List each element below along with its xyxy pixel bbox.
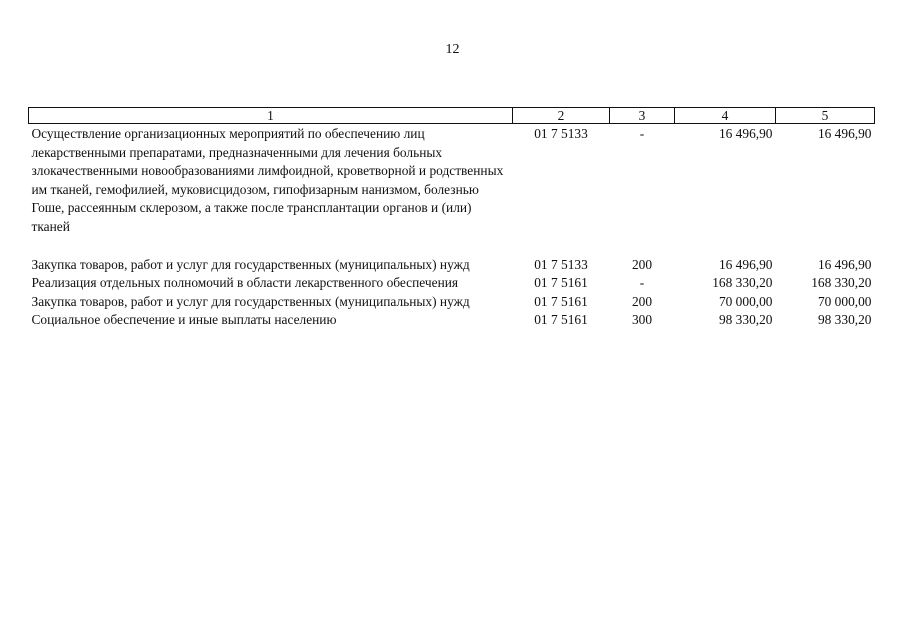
row-name: Социальное обеспечение и иные выплаты населению: [31, 312, 337, 328]
row-sum-1: 70 000,00: [718, 293, 773, 309]
budget-table: [28, 107, 875, 330]
row-code: 01 7 5161: [534, 312, 588, 328]
row-sum-2: 98 330,20: [817, 312, 872, 328]
table-row: [29, 124, 875, 237]
page-number: 12: [445, 42, 460, 57]
row-sum-1: 98 330,20: [718, 312, 773, 328]
row-sum-1: 16 496,90: [718, 256, 773, 272]
table-row: [29, 311, 875, 330]
header-col-5: 5: [776, 108, 875, 124]
row-sum-2: 16 496,90: [817, 256, 872, 272]
table-row: [29, 293, 875, 312]
row-expense-type: -: [639, 126, 645, 141]
table-row: [29, 237, 875, 275]
row-sum-1: 168 330,20: [712, 275, 773, 291]
row-sum-2: 16 496,90: [817, 126, 872, 141]
table-header-row: [29, 108, 875, 124]
row-name: Осуществление организационных мероприятий по обеспечению лиц лекарственными препаратами, предназначенными для лечения больных злокачественными новообразованиями лимфоидной, кроветворной и родственных им тканей, гемофилией, муковисцидозом, гипофизарным нанизмом, болезнью Гоше, рассеянным склерозом, а также после трансплантации органов и (или) тканей: [31, 126, 504, 234]
row-sum-1: 16 496,90: [718, 126, 773, 141]
row-code: 01 7 5161: [534, 275, 588, 291]
row-expense-type: 200: [631, 256, 653, 272]
row-expense-type: 200: [631, 293, 653, 309]
row-name: Реализация отдельных полномочий в области лекарственного обеспечения: [31, 275, 459, 291]
row-name: Закупка товаров, работ и услуг для государственных (муниципальных) нужд: [31, 293, 470, 309]
row-name: Закупка товаров, работ и услуг для государственных (муниципальных) нужд: [31, 256, 470, 272]
row-sum-2: 70 000,00: [817, 293, 872, 309]
header-col-4: 4: [675, 108, 776, 124]
header-col-3: 3: [610, 108, 675, 124]
row-code: 01 7 5161: [534, 293, 588, 309]
row-code: 01 7 5133: [534, 256, 588, 272]
row-code: 01 7 5133: [534, 126, 588, 141]
row-sum-2: 168 330,20: [811, 275, 872, 291]
row-expense-type: -: [639, 275, 645, 291]
table-row: [29, 274, 875, 293]
row-expense-type: 300: [631, 312, 653, 328]
header-col-2: 2: [513, 108, 610, 124]
header-col-1: 1: [29, 108, 513, 124]
